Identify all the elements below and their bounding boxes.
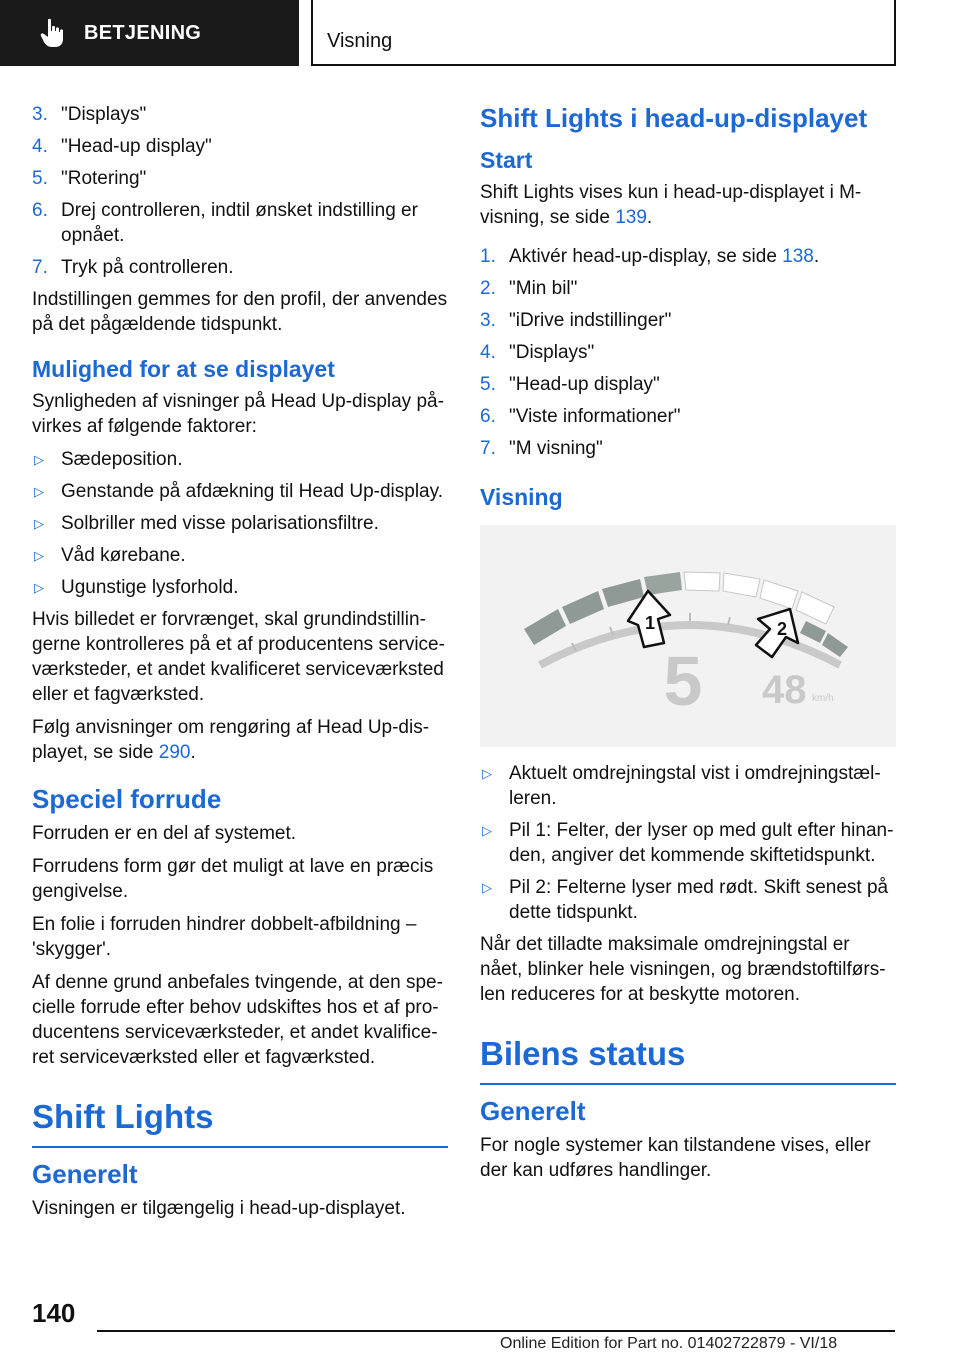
triangle-bullet-icon: ▷ [482, 823, 492, 838]
bullet-text: Våd kørebane. [61, 545, 186, 566]
list-item [480, 276, 896, 301]
page-title: Visning [327, 30, 393, 52]
step-number: 4. [32, 136, 48, 157]
step-number: 3. [480, 310, 496, 331]
paragraph-visibility: Synligheden af visninger på Head Up-display påvirkes af følgende faktorer: [32, 391, 444, 437]
step-text [509, 244, 896, 269]
page-number: 140 [32, 1298, 76, 1328]
list-item [480, 436, 896, 461]
paragraph-windshield-4: Af denne grund anbefales tvingende, at den specielle forrude efter behov udskiftes hos et af producentens serviceværksteder, et andet kvalificeret serviceværksted eller et fagværksted. [32, 972, 443, 1068]
text: . [813, 246, 820, 267]
footer-edition: Online Edition for Part no. 01402722879 - VI/18 [500, 1335, 838, 1352]
step-text: "M visning" [509, 438, 603, 459]
list-item [32, 511, 448, 536]
list-item [32, 102, 448, 127]
step-number: 4. [480, 342, 496, 363]
triangle-bullet-icon: ▷ [482, 766, 492, 781]
list-item [32, 479, 448, 504]
gear-indicator: 5 [663, 642, 703, 720]
step-number: 5. [480, 374, 496, 395]
step-number: 7. [32, 257, 48, 278]
paragraph-windshield-1: Forruden er en del af systemet. [32, 823, 297, 844]
left-column [32, 102, 448, 1229]
heading-vehicle-status: Bilens status [480, 1033, 896, 1085]
step-text: "Head-up display" [509, 374, 660, 395]
paragraph-windshield-3: En folie i forruden hindrer dobbelt-afbildning – 'skygger'. [32, 914, 417, 960]
step-text: Drej controlleren, indtil ønsket indstilling er opnået. [61, 200, 418, 246]
paragraph-max-rpm: Når det tilladte maksimale omdrejningstal er nået, blinker hele visningen, og brændstoftilførslen reduceres for at beskytte motoren. [480, 934, 886, 1005]
text: . [646, 207, 653, 228]
paragraph-saved: Indstillingen gemmes for den profil, der anvendes på det pågældende tidspunkt. [32, 289, 448, 335]
heading-hud-shift-lights: Shift Lights i head-up-displayet [480, 103, 868, 133]
bullet-text: Aktuelt omdrejningstal vist i omdrejningstælleren. [509, 763, 881, 809]
step-text: "Viste informationer" [509, 406, 681, 427]
list-item [32, 447, 448, 472]
figure-explanation-list [480, 761, 896, 925]
footer-divider [97, 1330, 895, 1332]
triangle-bullet-icon: ▷ [34, 452, 44, 467]
bullet-text: Genstande på afdækning til Head Up-display. [61, 481, 443, 502]
triangle-bullet-icon: ▷ [34, 580, 44, 595]
step-text: "Displays" [61, 104, 147, 125]
bullet-text: Solbriller med visse polarisationsfiltre. [61, 513, 379, 534]
section-tab [0, 0, 299, 66]
step-text: "Rotering" [61, 168, 147, 189]
step-number: 5. [32, 168, 48, 189]
heading-general-status: Generelt [480, 1096, 586, 1126]
text: Aktivér head-up-display, se side [509, 246, 783, 267]
list-item [480, 372, 896, 397]
speed-readout: 48 [762, 668, 807, 712]
step-number: 6. [480, 406, 496, 427]
bullet-text: Pil 2: Felterne lyser med rødt. Skift senest på dette tidspunkt. [509, 877, 889, 923]
heading-visibility: Mulighed for at se displayet [32, 356, 335, 382]
list-item [480, 761, 896, 811]
step-number: 6. [32, 200, 48, 221]
bullet-text: Ugunstige lysforhold. [61, 577, 239, 598]
heading-windshield: Speciel forrude [32, 784, 222, 814]
shift-lights-figure [480, 525, 896, 747]
list-item [32, 198, 448, 248]
heading-shift-lights: Shift Lights [32, 1096, 448, 1148]
list-item [32, 134, 448, 159]
page-link-290[interactable]: 290 [158, 742, 191, 763]
list-item [32, 166, 448, 191]
steps-list-rotation [32, 102, 448, 280]
text: Følg anvisninger om rengøring af Head Up-displayet, se side [32, 717, 430, 763]
step-number: 2. [480, 278, 496, 299]
section-title: BETJENING [84, 21, 202, 44]
paragraph-windshield-2: Forrudens form gør det muligt at lave en præcis gengivelse. [32, 856, 434, 902]
paragraph-start [480, 180, 896, 230]
page-header [311, 0, 896, 66]
paragraph-distorted: Hvis billedet er forvrænget, skal grundindstillingerne kontrolleres på et af producentens serviceværksteder, et andet kvalificeret serviceværksted eller et fagværksted. [32, 609, 445, 705]
triangle-bullet-icon: ▷ [482, 880, 492, 895]
paragraph-general: Visningen er tilgængelig i head-up-displayet. [32, 1198, 406, 1219]
right-column [480, 102, 896, 1191]
step-number: 1. [480, 246, 496, 267]
list-item [480, 244, 896, 269]
paragraph-general-status: For nogle systemer kan tilstandene vises, eller der kan udføres handlinger. [480, 1135, 871, 1181]
steps-list-m-view [480, 244, 896, 461]
heading-display: Visning [480, 484, 563, 510]
triangle-bullet-icon: ▷ [34, 484, 44, 499]
heading-start: Start [480, 147, 533, 173]
step-text: "Head-up display" [61, 136, 212, 157]
hand-pointer-icon [40, 18, 64, 48]
list-item [480, 818, 896, 868]
factors-list [32, 447, 448, 600]
page-link-139[interactable]: 139 [615, 207, 647, 228]
page-link-138[interactable]: 138 [782, 246, 814, 267]
text: . [190, 742, 196, 763]
triangle-bullet-icon: ▷ [34, 548, 44, 563]
list-item [32, 575, 448, 600]
list-item [480, 308, 896, 333]
step-text: "Displays" [509, 342, 595, 363]
triangle-bullet-icon: ▷ [34, 516, 44, 531]
paragraph-cleaning [32, 715, 448, 765]
step-number: 7. [480, 438, 496, 459]
text: Shift Lights vises kun i head-up-displayet i M-visning, se side [480, 182, 862, 228]
step-text: "Min bil" [509, 278, 578, 299]
list-item [32, 543, 448, 568]
list-item [480, 404, 896, 429]
step-text: "iDrive indstillinger" [509, 310, 672, 331]
callout-label: 1 [644, 613, 656, 633]
list-item [480, 875, 896, 925]
bullet-text: Pil 1: Felter, der lyser op med gult efter hinanden, angiver det kommende skiftetidspunkt. [509, 820, 894, 866]
bullet-text: Sædeposition. [61, 449, 183, 470]
speed-unit: km/h [812, 693, 834, 704]
step-text: Tryk på controlleren. [61, 257, 234, 278]
shift-lights-illustration [480, 525, 896, 747]
list-item [480, 340, 896, 365]
callout-label: 2 [776, 619, 788, 639]
heading-general: Generelt [32, 1159, 138, 1189]
list-item [32, 255, 448, 280]
step-number: 3. [32, 104, 48, 125]
